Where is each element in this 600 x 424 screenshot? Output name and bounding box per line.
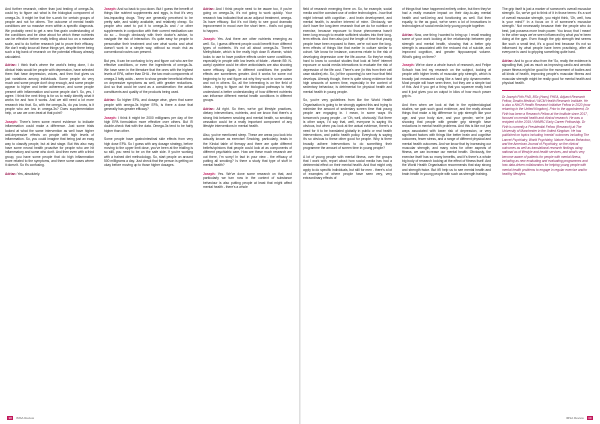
speaker-label: Joseph: <box>104 7 117 11</box>
paragraph-text: The grip itself is just a marker of someone's overall muscular strength. So, we've got to think of it in those terms: it's a sort of overall muscular strength, you might think, 'Oh, well, how is your mind?' In a focus on it of someone's muscular strength.' Not necessarily because their the people who do best, just possess more brain power. You know, that I mean! In the other ways we've seen influenced by what you're been doing at the gym. Even though the grip strength test seems like such a small test, it's a good test because it's not so influenced by what people have been practising, after all everyone is used to gripping something quite hard. <box>502 7 591 55</box>
paragraph-text: And to go or also from the 'So, really the evidence is signalling that, just as much as improving cardio and aerobic power fitness might be good for the movement of bodies and all kinds of health, improving people's muscular fitness and muscular strength might be really good for mental health and physical health. <box>502 59 591 85</box>
paragraph <box>402 33 491 59</box>
page-number: 39 <box>588 416 592 420</box>
paragraph <box>104 116 193 133</box>
page-footer <box>566 416 595 420</box>
text-column-1 <box>5 7 94 411</box>
paragraph <box>402 63 491 98</box>
paragraph-text: Now, one thing I wanted to bring up: I recall reading some of your work looking at the relationship between grip strength and mental health, showing that a better grip strength is associated with the reduced risk of suicide, and improved cognition, and greater hippocampal volume. What's going on there? <box>402 33 491 59</box>
paragraph <box>104 98 193 111</box>
bio-divider <box>502 90 591 91</box>
paragraph <box>402 103 491 177</box>
speaker-label: Adrian: <box>402 33 414 38</box>
paragraph <box>502 59 591 85</box>
paragraph-text: We've done a whole bunch of research, and Felipe Schuch has led my research on the subject, looking at people with higher levels of muscular grip strength, which is broadly just measured using like a hand grip dynamometer. Most people will have seen them, but they are a simple tool of this. And if you get a thing that you squeeze really hard and it just gives you an output in kilos of how much power grip is. <box>402 63 491 98</box>
paragraph <box>5 120 94 168</box>
paragraph <box>203 172 292 189</box>
paragraph-text: I think that's where the world's being done, I do clinical trials would be people with depression, have selected them that have depression, voices, and then that gives us just variations among individuals. Some people do very much and some people don't drop enough, and some people appear to higher and better adherence, and some people present with inflammation and some people don't. So, yes, I agree. I think the next thing is for us to really identify what it works for and how it works. And we still need a lot more research into that. So, with the omega-3s, do you know, is it people who are low in omega-3s? Does supplementation help, or can we over-treat at that point? <box>5 63 94 116</box>
paragraph-text: So, you're very guidelines from like the World Health Organisation is going to be strongly against this and trying to minimize the amount of sedentary screen time that young people are engaging in. I mean, in some ways it's tomorrow's young people - or 'Oh, well, obviously.' But there is other ways, I'd say that, well, everyone is saying it's obvious, but when you look at the actual evidence, there's a need for it to be translated globally in public or real health interventions, and public health policy. Everybody is saying it's so obvious to these other good for people. Why is there broadly adhere interventions to do something their programme the amount of screen time in young people? <box>303 98 392 150</box>
speaker-label: Adrian: <box>5 172 17 177</box>
paragraph <box>203 7 292 33</box>
footer-label: IMSA Review <box>565 416 584 420</box>
paragraph-text: I think it might be 2000 milligrams per day of the high EPA formulation more effective over others. But I'll double-check that with the data. Omega-3s tend to be fairly higher than other. <box>104 115 193 133</box>
speaker-label: Adrian: <box>203 106 215 111</box>
paragraph-text: of things that have happened entirely online, but then they've had a really massive impact on their day-to-day mental health and well-being and functioning as well. But then equally, to the as good, we've seen a lot of innovations in technologies of social media help young people together. <box>402 7 491 29</box>
text-column-5 <box>402 7 491 411</box>
paragraph <box>104 7 193 55</box>
paragraph <box>303 98 392 150</box>
paragraph <box>203 37 292 102</box>
paragraph-text: But yes, it can be confusing to try and figure out who are the effective conditions, or even the ingredients of omega-3s. We have seen in the literature that the ones with the highest levels of EPA, rather than DHA - the two main components of omega-3 fatty acids - seem to show greater beneficial effects on depressive symptoms as well, with greater reductions. And so that could be used as a consideration: the actual constituents and quality of the products being used. <box>104 59 193 94</box>
speaker-label: Adrian: <box>203 7 215 11</box>
text-column-3 <box>203 7 292 411</box>
footer-label: IMSA Review <box>16 416 35 420</box>
speaker-label: Adrian: <box>104 98 116 103</box>
paragraph <box>203 133 292 168</box>
paragraph-text: Yes, absolutely. <box>17 172 41 177</box>
paragraph <box>303 7 392 94</box>
speaker-label: Joseph: <box>104 115 117 120</box>
paragraph <box>104 59 193 94</box>
paragraph-text: There's been some recent evidence to indicate inflammation could make a difference. Just some trials looked at what the same intervention as well have higher anti-depressive effects on people with high levels of inflammation. So, you could imagine that being just an easy way to classify people, but at last stage. But this also may have some neural health proactive for people who are hit inflammatory and some who don't. And then even with a third group, you have some people that do high inflammation more related to the symptoms, and there some cases where it doesn't. So it's confusing. <box>5 119 94 168</box>
speaker-label: Joseph: <box>402 63 415 68</box>
page-footer <box>5 416 34 420</box>
paragraph <box>5 7 94 59</box>
paragraph-text: And I think people need to be aware too, if you're going on omega-3s, it's not going to work quickly. Your research has indicated that as an adjunct treatment, omega-3s have efficacy. But it's not likely to see good dramatic improvement in mood over the short term - that's not going to happen. <box>203 7 292 33</box>
speaker-label: Joseph: <box>203 37 216 42</box>
text-column-2 <box>104 7 193 411</box>
paragraph <box>5 63 94 115</box>
speaker-label: Adrian: <box>5 63 17 68</box>
paragraph <box>303 155 392 181</box>
paragraph <box>402 7 491 29</box>
text-column-6 <box>502 7 591 411</box>
paragraph-text: Yes. And there are other nutrients emerging as well. So, I guess different people could benefit from different types of nutrients. It's not all about omega-3s. There's Methylfolate, which is the really high dose B vitamin, which looks to use to have positive effects under some conditions, especially in people with low levels of folate - vitamin B9. N-acetyl cysteine could be other antioxidants are also showing some efficacy. Again, in different conditions the positive effects are sometimes greater. And it works for some not beginning to try and figure out why they work in some cases and not in others. So, all the interesting is on the field of ideas - trying to figure out the biological pathways to help understand a better understanding of how different nutrients can influence different mental health conditions in different groups. <box>203 37 292 103</box>
paragraph <box>104 137 193 167</box>
paragraph <box>5 172 94 176</box>
paragraph-text: A lot of young people with mental illness, over the groups that I work with, report about how social media has had a detrimental effect on their mental health. And that might only apply to do specific individuals, but still for men - there's a lot of examples of where people have seen very, very extraordinary effects of <box>303 154 392 181</box>
page-number: 38 <box>8 416 12 420</box>
paragraph-text: Some people have gastrointestinal side effects from very high dose EPA. So I guess with any dosage strategy, before moving to the upper limit dose, you've been at the trialling is so still, you need to be on the safe side. If you're working with a trained diet methodology. So, start people on around 500 milligrams a day. Just check that the person is getting on okay before moving up to those higher dosages. <box>104 137 193 168</box>
speaker-label: Joseph: <box>5 119 18 124</box>
paragraph-text: field of research emerging there on. So, for example, social media and the constant use of online technologies - how that might interact with cognition - and brain development, and mental health, is another interest of mine. Obviously, we don't have the long-term research that we do for nutrition or exercise, because exposure to those phenomena hasn't been long enough to enable sufficient studies into their long-term effects. And then also just the length of time that young people have been exposed to them, we're not sure the long-term effects of things like that earlier in culture similar to cohort. We know for instance, concerns relate to the risk of developing depression over the life-course. So they've really hard to know to conduct studies that look at 'brief' internet exposure or social media interactions to evaluate the risk of depression of the life cost. There's one (in this from their cell case studies) etc. So, (of the upcoming) to see how that field develops. Already though, there is quite strong evidence that high amounts of screen time, especially in the context of sedentary behaviour, is detrimental for physical health and mental health in young people. <box>303 7 392 94</box>
paragraph-text: And further research, rather than just testing of omega-3s, could try to figure out what is the biological component of omega-3s. It might be that the s-work for certain groups of people and not for others. The outcome of mental health conditions are so massive even within a specific diagnosis. We probably need to get a new fine-grain understanding of the conditions and be clear about for which these nutrients can be effective before really telling about too on a massive scale, and to do further research just to prove their efficacy. We don't really know all these things yet, despite there being such a big bank of research on the potential efficacy already calculated. <box>5 7 94 59</box>
paragraph <box>502 7 591 55</box>
text-column-4 <box>303 7 392 411</box>
paragraph-text: Yes. We've done some research on that, and particularly we turn now in the context of substance behaviour is also putting people at least that might affect mental health - there's a whole <box>203 172 292 190</box>
interview-text <box>502 7 591 85</box>
speaker-label: Joseph: <box>203 172 216 177</box>
speaker-label: Adrian: <box>502 59 514 64</box>
left-page <box>0 0 299 424</box>
right-page <box>301 0 600 424</box>
paragraph-text: So higher EPA, and dosage wise, given that some people with omega-3s higher EPA, is there a dose that generally has greater efficacy? <box>104 98 193 111</box>
paragraph-text: All right. So then, we've got lifestyle practices, dietary interventions, nutrients, and we know that there's a strong link between smoking and mental health, so smoking cessation could be a really important component of any lifestyle interventions in mental health. <box>203 106 292 129</box>
paragraph-text: And then when we look at that in the epidemiological studies, we gain such good evidence, and the really almost things that make a big difference to grip strength like your age, and your body size, and your gender, we're just showing that people with greater grip strength have reductions in mental health problems. And this is like not just ways associated with lower risk of depression, or very significant factors with things like better brain and cognitive outcomes, fewer stress, and a range of different physical and mental health outcomes. And we know that by increasing our muscular strength, and many rules for other aspects of fitness, we can increase our mental health. Obviously, the exercise itself has so many benefits, and it's there's a whole big body of research looking at the effect of fitness itself. And the World Health Organisation recommends that stay strong and strength twice. But it'll help us to see mental health and brain health in young people with such as strength training. <box>402 102 491 177</box>
paragraph-text: And so back to you down. But I guess the benefit of things like nutrient supplements and eggs, is that it's very low-impacting drugs. They are generally perceived to be pretty safe, and widely available, and relatively cheap. So people who want to put it to omega-3s and / or other supplements in conjunction with their current medication can do so – though obviously with their doctor's advice, to navigate the risk of interaction. It's quite easy for people to personalise their treatment and see what works and what doesn't work in a simple way, without so much risk as conventional routes can present. <box>104 7 193 55</box>
paragraph <box>203 107 292 129</box>
paragraph-text: Also, you've mentioned sleep. These are areas you look into actually known as exercise! Smoking, particularly, leads in the Kindai table of therapy and there are quite different beliefs/opinions that people could look at as components of different psychiatric care. How are these much research are out there, I'm sorry! In fact in your view - the efficacy of putting all smoking? Is there a study that type of stuff in mental health? <box>203 132 292 168</box>
author-bio: Dr Joseph Firth PhD, BSc (Hons) FHEA, Adjunct Research Fellow, Deakin Medical / NICM Health Research Institute. He is also a NHCR Health Research Initiative Fellow in 2020 (now returning in the United Kingdom). Prior to the appointment, Dr Firth has been a Research Fellow at the Institute since 2017, focused on mental health and clinical research. He was a recipient of the 2019 / NHMRC Early Career Fellowship. Dr Firth is currently a Presidential Fellow (Research) at The University of Manchester in the United Kingdom. He has published on topics including 'mental' outcomes including The Lancet Psychiatry, World Psychiatry, Nature Human Behaviour, and the American Journal of Psychiatry, on the clinical outcomes as well as translational research findings using national as of lifestyle and health services, and what's very become aware of patients for people with mental illness, including as new evaluating and evaluating programmes and how data-driven collaborators for helping young people with mental health problems to engage in regular exercise and/or healthy lifestyles. <box>502 94 591 176</box>
